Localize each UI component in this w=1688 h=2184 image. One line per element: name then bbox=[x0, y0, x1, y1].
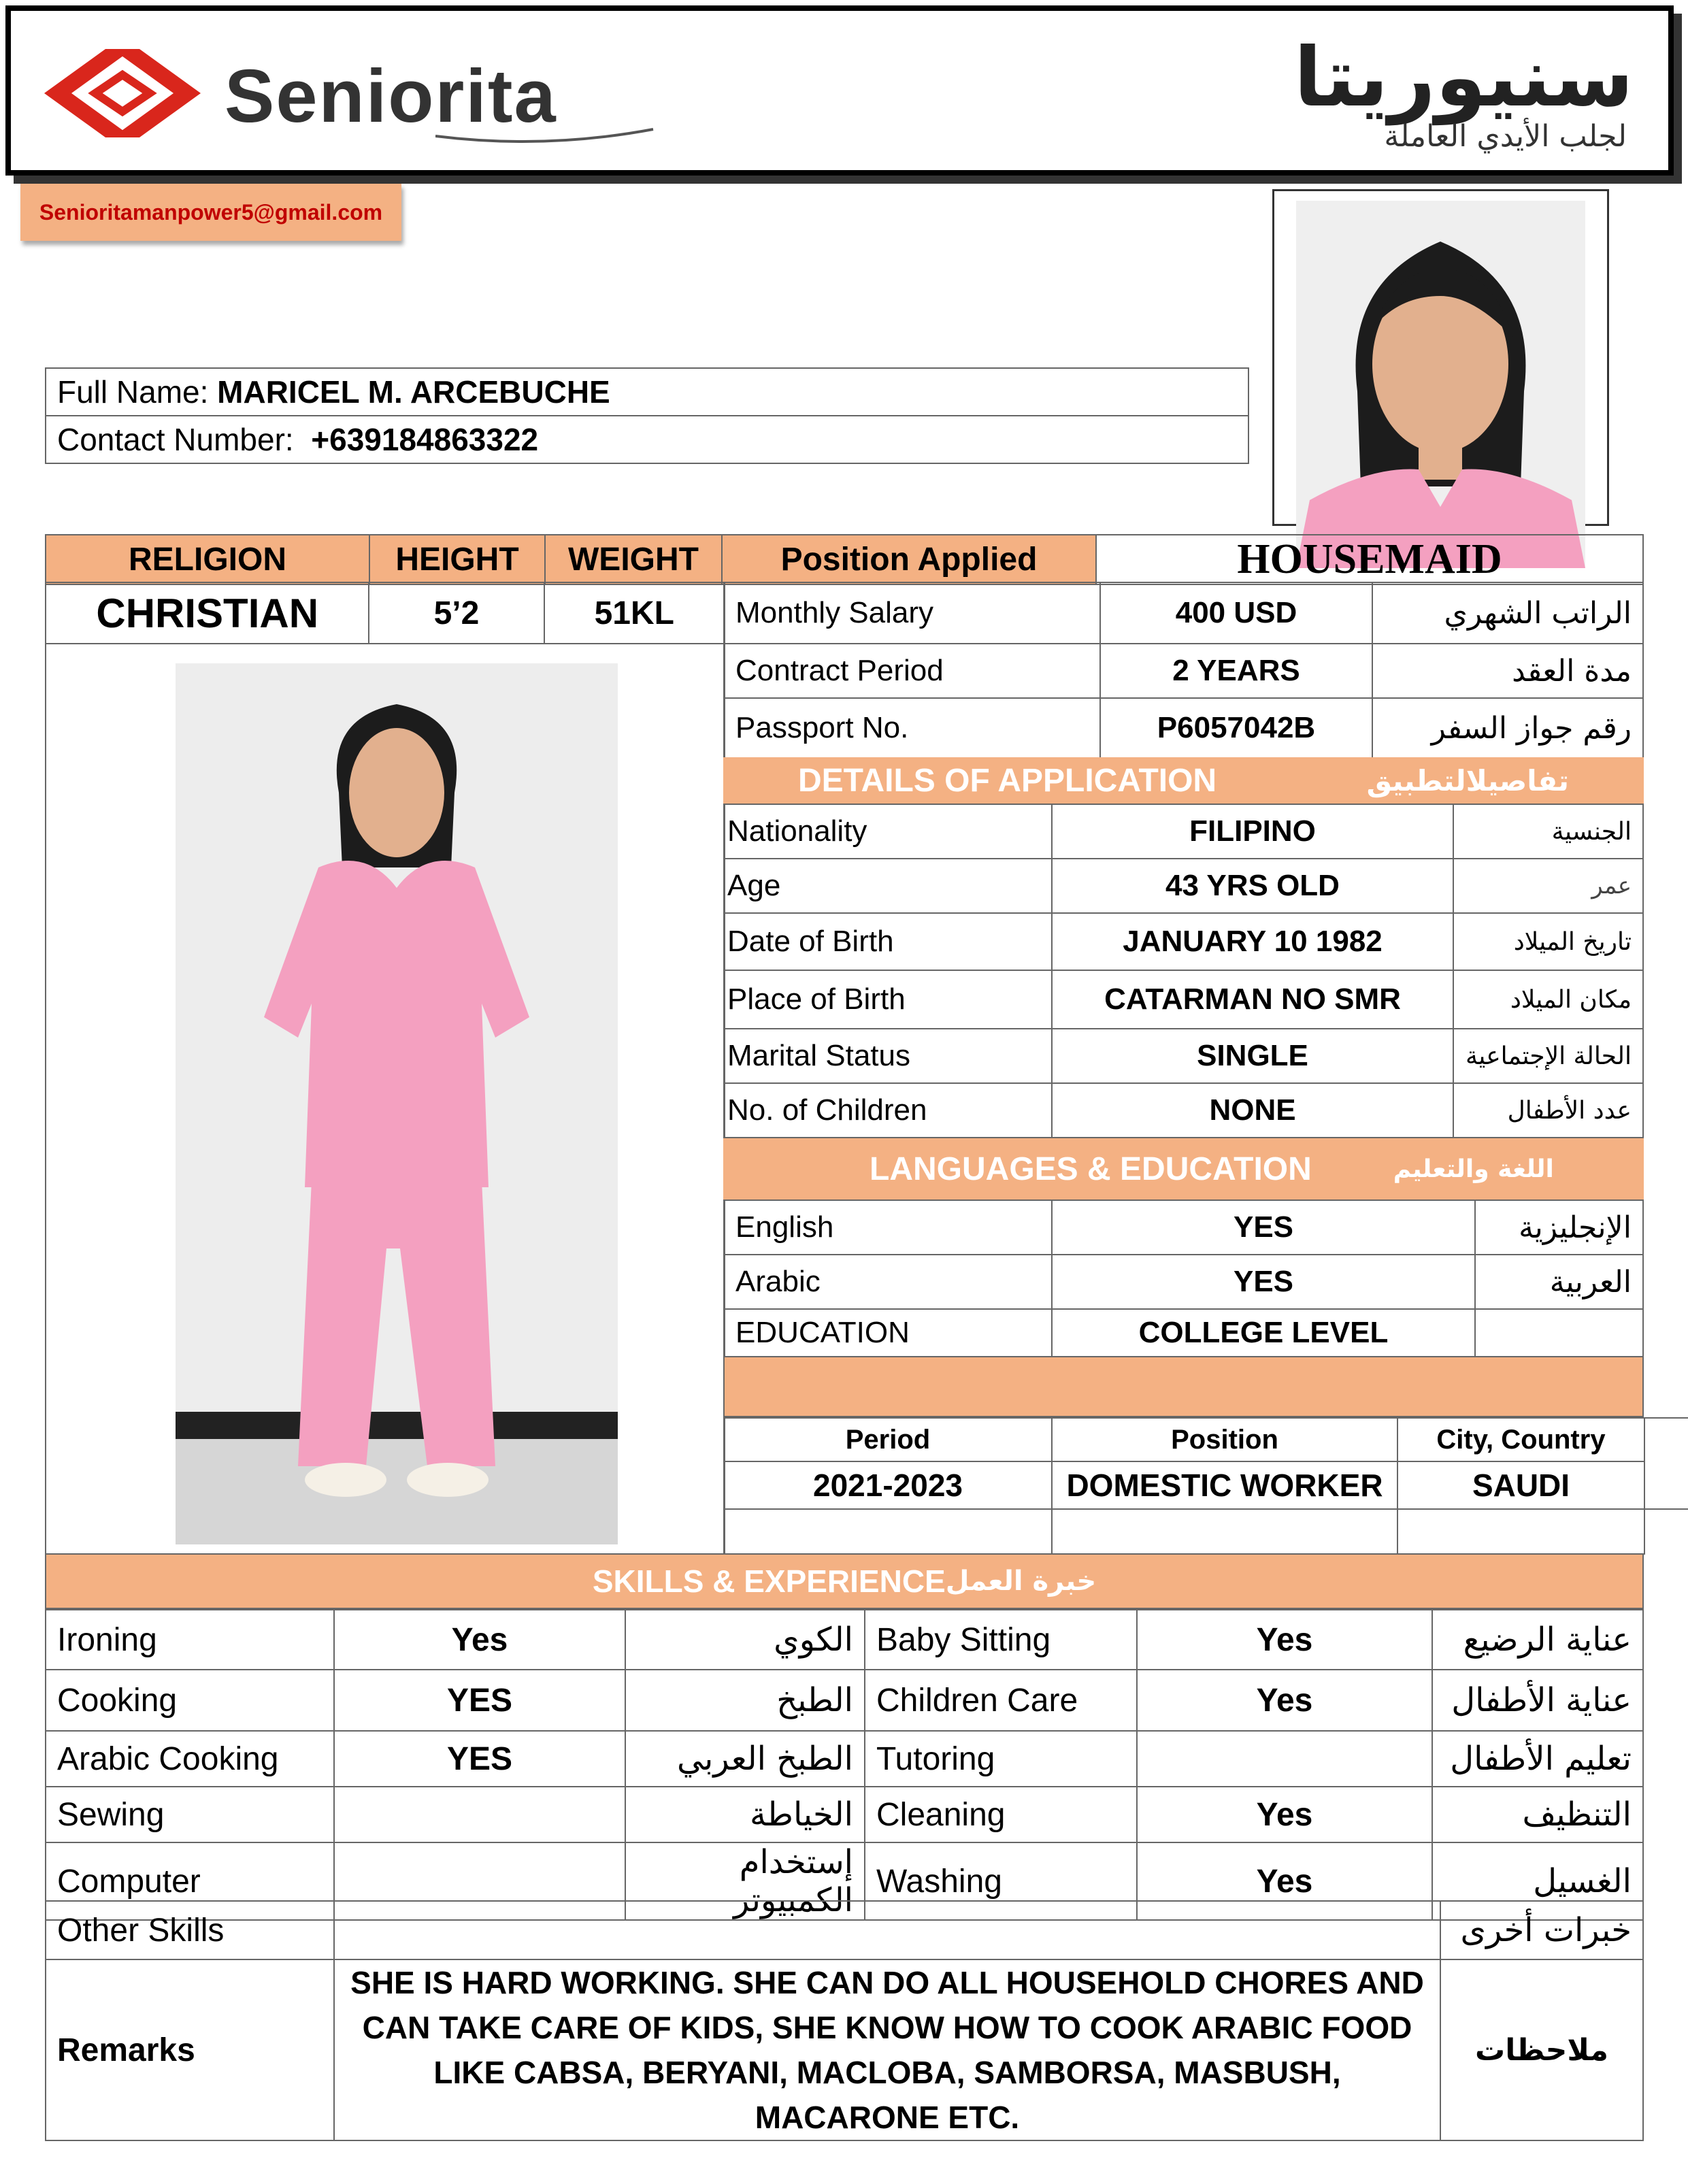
skills-title: SKILLS & EXPERIENCE bbox=[592, 1563, 946, 1599]
basics-table bbox=[45, 534, 1644, 585]
full-name-label: Full Name: bbox=[57, 374, 209, 410]
exp-position-value: DOMESTIC WORKER bbox=[1052, 1461, 1397, 1509]
dob-value: JANUARY 10 1982 bbox=[1052, 913, 1453, 970]
height-value: 5’2 bbox=[369, 582, 544, 644]
skill-babysitting-value: Yes bbox=[1137, 1610, 1432, 1670]
skill-childcare-ar: عناية الأطفال bbox=[1432, 1670, 1643, 1731]
contract-period-value: 2 YEARS bbox=[1100, 644, 1372, 698]
details-header bbox=[723, 757, 1644, 804]
seniorita-logo-icon bbox=[31, 42, 214, 144]
remarks-label: Remarks bbox=[46, 1959, 334, 2140]
skill-ironing-label: Ironing bbox=[46, 1610, 334, 1670]
details-title-arabic: تفاصيلالتطبيق bbox=[1366, 763, 1569, 797]
other-skills-value bbox=[334, 1901, 1440, 1959]
marital-ar: الحالة الإجتماعية bbox=[1453, 1029, 1643, 1083]
experience-band bbox=[723, 1356, 1644, 1417]
education-value: COLLEGE LEVEL bbox=[1052, 1309, 1475, 1357]
skill-cleaning-ar: التنظيف bbox=[1432, 1787, 1643, 1842]
contract-period-ar: مدة العقد bbox=[1372, 644, 1643, 698]
arabic-value: YES bbox=[1052, 1255, 1475, 1309]
education-ar bbox=[1475, 1309, 1643, 1357]
contract-period-label: Contract Period bbox=[724, 644, 1100, 698]
other-skills-ar: خبرات أخرى bbox=[1440, 1901, 1643, 1959]
skills-table bbox=[45, 1609, 1644, 1921]
exp-location-header: City, Country bbox=[1397, 1418, 1644, 1461]
marital-value: SINGLE bbox=[1052, 1029, 1453, 1083]
position-value: HOUSEMAID bbox=[1096, 535, 1643, 584]
details-table bbox=[723, 804, 1644, 1138]
passport-ar: رقم جواز السفر bbox=[1372, 698, 1643, 758]
children-value: NONE bbox=[1052, 1083, 1453, 1138]
dob-label: Date of Birth bbox=[724, 913, 1052, 970]
skill-computer-label: Computer bbox=[46, 1842, 334, 1920]
portrait-photo bbox=[1296, 201, 1585, 568]
salary-label: Monthly Salary bbox=[724, 582, 1100, 644]
arabic-label: Arabic bbox=[724, 1255, 1052, 1309]
english-ar: الإنجليزية bbox=[1475, 1200, 1643, 1255]
height-header: HEIGHT bbox=[369, 535, 545, 584]
full-body-photo bbox=[176, 663, 618, 1544]
exp-location-empty bbox=[1397, 1509, 1644, 1554]
nationality-label: Nationality bbox=[724, 804, 1052, 859]
swoosh-icon bbox=[435, 122, 660, 150]
skill-arabic-cooking-ar: الطبخ العربي bbox=[625, 1731, 865, 1787]
remarks-ar: ملاحظات bbox=[1440, 1959, 1643, 2140]
religion-header: RELIGION bbox=[46, 535, 369, 584]
dob-ar: تاريخ الميلاد bbox=[1453, 913, 1643, 970]
age-value: 43 YRS OLD bbox=[1052, 859, 1453, 913]
arabic-ar: العربية bbox=[1475, 1255, 1643, 1309]
age-ar: عمر bbox=[1453, 859, 1643, 913]
skill-cooking-value: YES bbox=[334, 1670, 625, 1731]
english-label: English bbox=[724, 1200, 1052, 1255]
nationality-ar: الجنسية bbox=[1453, 804, 1643, 859]
languages-title: LANGUAGES & EDUCATION bbox=[870, 1151, 1312, 1187]
full-name-value: MARICEL M. ARCEBUCHE bbox=[217, 374, 610, 410]
full-name-cell bbox=[46, 368, 1248, 416]
exp-period-header: Period bbox=[724, 1418, 1052, 1461]
children-ar: عدد الأطفال bbox=[1453, 1083, 1643, 1138]
skill-tutoring-ar: تعليم الأطفال bbox=[1432, 1731, 1643, 1787]
nationality-value: FILIPINO bbox=[1052, 804, 1453, 859]
brand-tagline-arabic: لجلب الأيدي العاملة bbox=[1384, 119, 1627, 154]
exp-period-value: 2021-2023 bbox=[724, 1461, 1052, 1509]
skill-childcare-label: Children Care bbox=[865, 1670, 1137, 1731]
skills-header bbox=[45, 1553, 1644, 1609]
skill-computer-ar: إستخدام الكمبيوتر bbox=[625, 1842, 865, 1920]
marital-label: Marital Status bbox=[724, 1029, 1052, 1083]
skill-cooking-label: Cooking bbox=[46, 1670, 334, 1731]
skill-childcare-value: Yes bbox=[1137, 1670, 1432, 1731]
skill-cleaning-label: Cleaning bbox=[865, 1787, 1137, 1842]
exp-position-empty bbox=[1052, 1509, 1397, 1554]
contact-cell bbox=[46, 416, 1248, 463]
religion-value: CHRISTIAN bbox=[46, 582, 369, 644]
skill-sewing-ar: الخياطة bbox=[625, 1787, 865, 1842]
contact-label: Contact Number: bbox=[57, 422, 294, 457]
brand-name-arabic: سنيوريتا bbox=[1293, 31, 1634, 125]
other-skills-label: Other Skills bbox=[46, 1901, 334, 1959]
contract-table bbox=[723, 582, 1644, 759]
skills-title-arabic: خبرة العمل bbox=[945, 1566, 1097, 1597]
skill-cleaning-value: Yes bbox=[1137, 1787, 1432, 1842]
contact-value: +639184863322 bbox=[311, 422, 539, 457]
languages-table bbox=[723, 1199, 1644, 1357]
age-label: Age bbox=[724, 859, 1052, 913]
children-label: No. of Children bbox=[724, 1083, 1052, 1138]
skill-cooking-ar: الطبخ bbox=[625, 1670, 865, 1731]
skill-washing-value: Yes bbox=[1137, 1842, 1432, 1920]
passport-label: Passport No. bbox=[724, 698, 1100, 758]
weight-value: 51KL bbox=[544, 582, 725, 644]
remarks-text: SHE IS HARD WORKING. SHE CAN DO ALL HOUSEHOLD CHORES AND CAN TAKE CARE OF KIDS, SHE KNOW HOW TO COOK ARABIC FOOD LIKE CABSA, BERYANI, MACLOBA, SAMBORSA, MASBUSH, MACARONE ETC. bbox=[334, 1959, 1440, 2140]
passport-value: P6057042B bbox=[1100, 698, 1372, 758]
basics-values bbox=[45, 582, 725, 644]
skill-washing-ar: الغسيل bbox=[1432, 1842, 1643, 1920]
exp-period-empty bbox=[724, 1509, 1052, 1554]
pob-label: Place of Birth bbox=[724, 970, 1052, 1029]
skill-arabic-cooking-label: Arabic Cooking bbox=[46, 1731, 334, 1787]
salary-value: 400 USD bbox=[1100, 582, 1372, 644]
skill-sewing-label: Sewing bbox=[46, 1787, 334, 1842]
identity-table bbox=[45, 367, 1249, 464]
position-header: Position Applied bbox=[722, 535, 1096, 584]
skill-tutoring-value bbox=[1137, 1731, 1432, 1787]
skill-sewing-value bbox=[334, 1787, 625, 1842]
skill-babysitting-ar: عناية الرضيع bbox=[1432, 1610, 1643, 1670]
skill-washing-label: Washing bbox=[865, 1842, 1137, 1920]
education-label: EDUCATION bbox=[724, 1309, 1052, 1357]
skill-babysitting-label: Baby Sitting bbox=[865, 1610, 1137, 1670]
exp-location-value: SAUDI bbox=[1397, 1461, 1644, 1509]
languages-title-arabic: اللغة والتعليم bbox=[1393, 1155, 1554, 1183]
skill-tutoring-label: Tutoring bbox=[865, 1731, 1137, 1787]
remarks-table bbox=[45, 1900, 1644, 2141]
skill-ironing-ar: الكوي bbox=[625, 1610, 865, 1670]
pob-value: CATARMAN NO SMR bbox=[1052, 970, 1453, 1029]
weight-header: WEIGHT bbox=[545, 535, 722, 584]
pob-ar: مكان الميلاد bbox=[1453, 970, 1643, 1029]
english-value: YES bbox=[1052, 1200, 1475, 1255]
experience-table bbox=[723, 1417, 1688, 1555]
languages-header bbox=[723, 1138, 1644, 1199]
details-title: DETAILS OF APPLICATION bbox=[798, 762, 1217, 799]
skill-arabic-cooking-value: YES bbox=[334, 1731, 625, 1787]
email-badge[interactable]: Senioritamanpower5@gmail.com bbox=[20, 184, 401, 241]
salary-ar: الراتب الشهري bbox=[1372, 582, 1643, 644]
skill-ironing-value: Yes bbox=[334, 1610, 625, 1670]
exp-position-header: Position bbox=[1052, 1418, 1397, 1461]
brand-name: Seniorita bbox=[225, 54, 557, 138]
